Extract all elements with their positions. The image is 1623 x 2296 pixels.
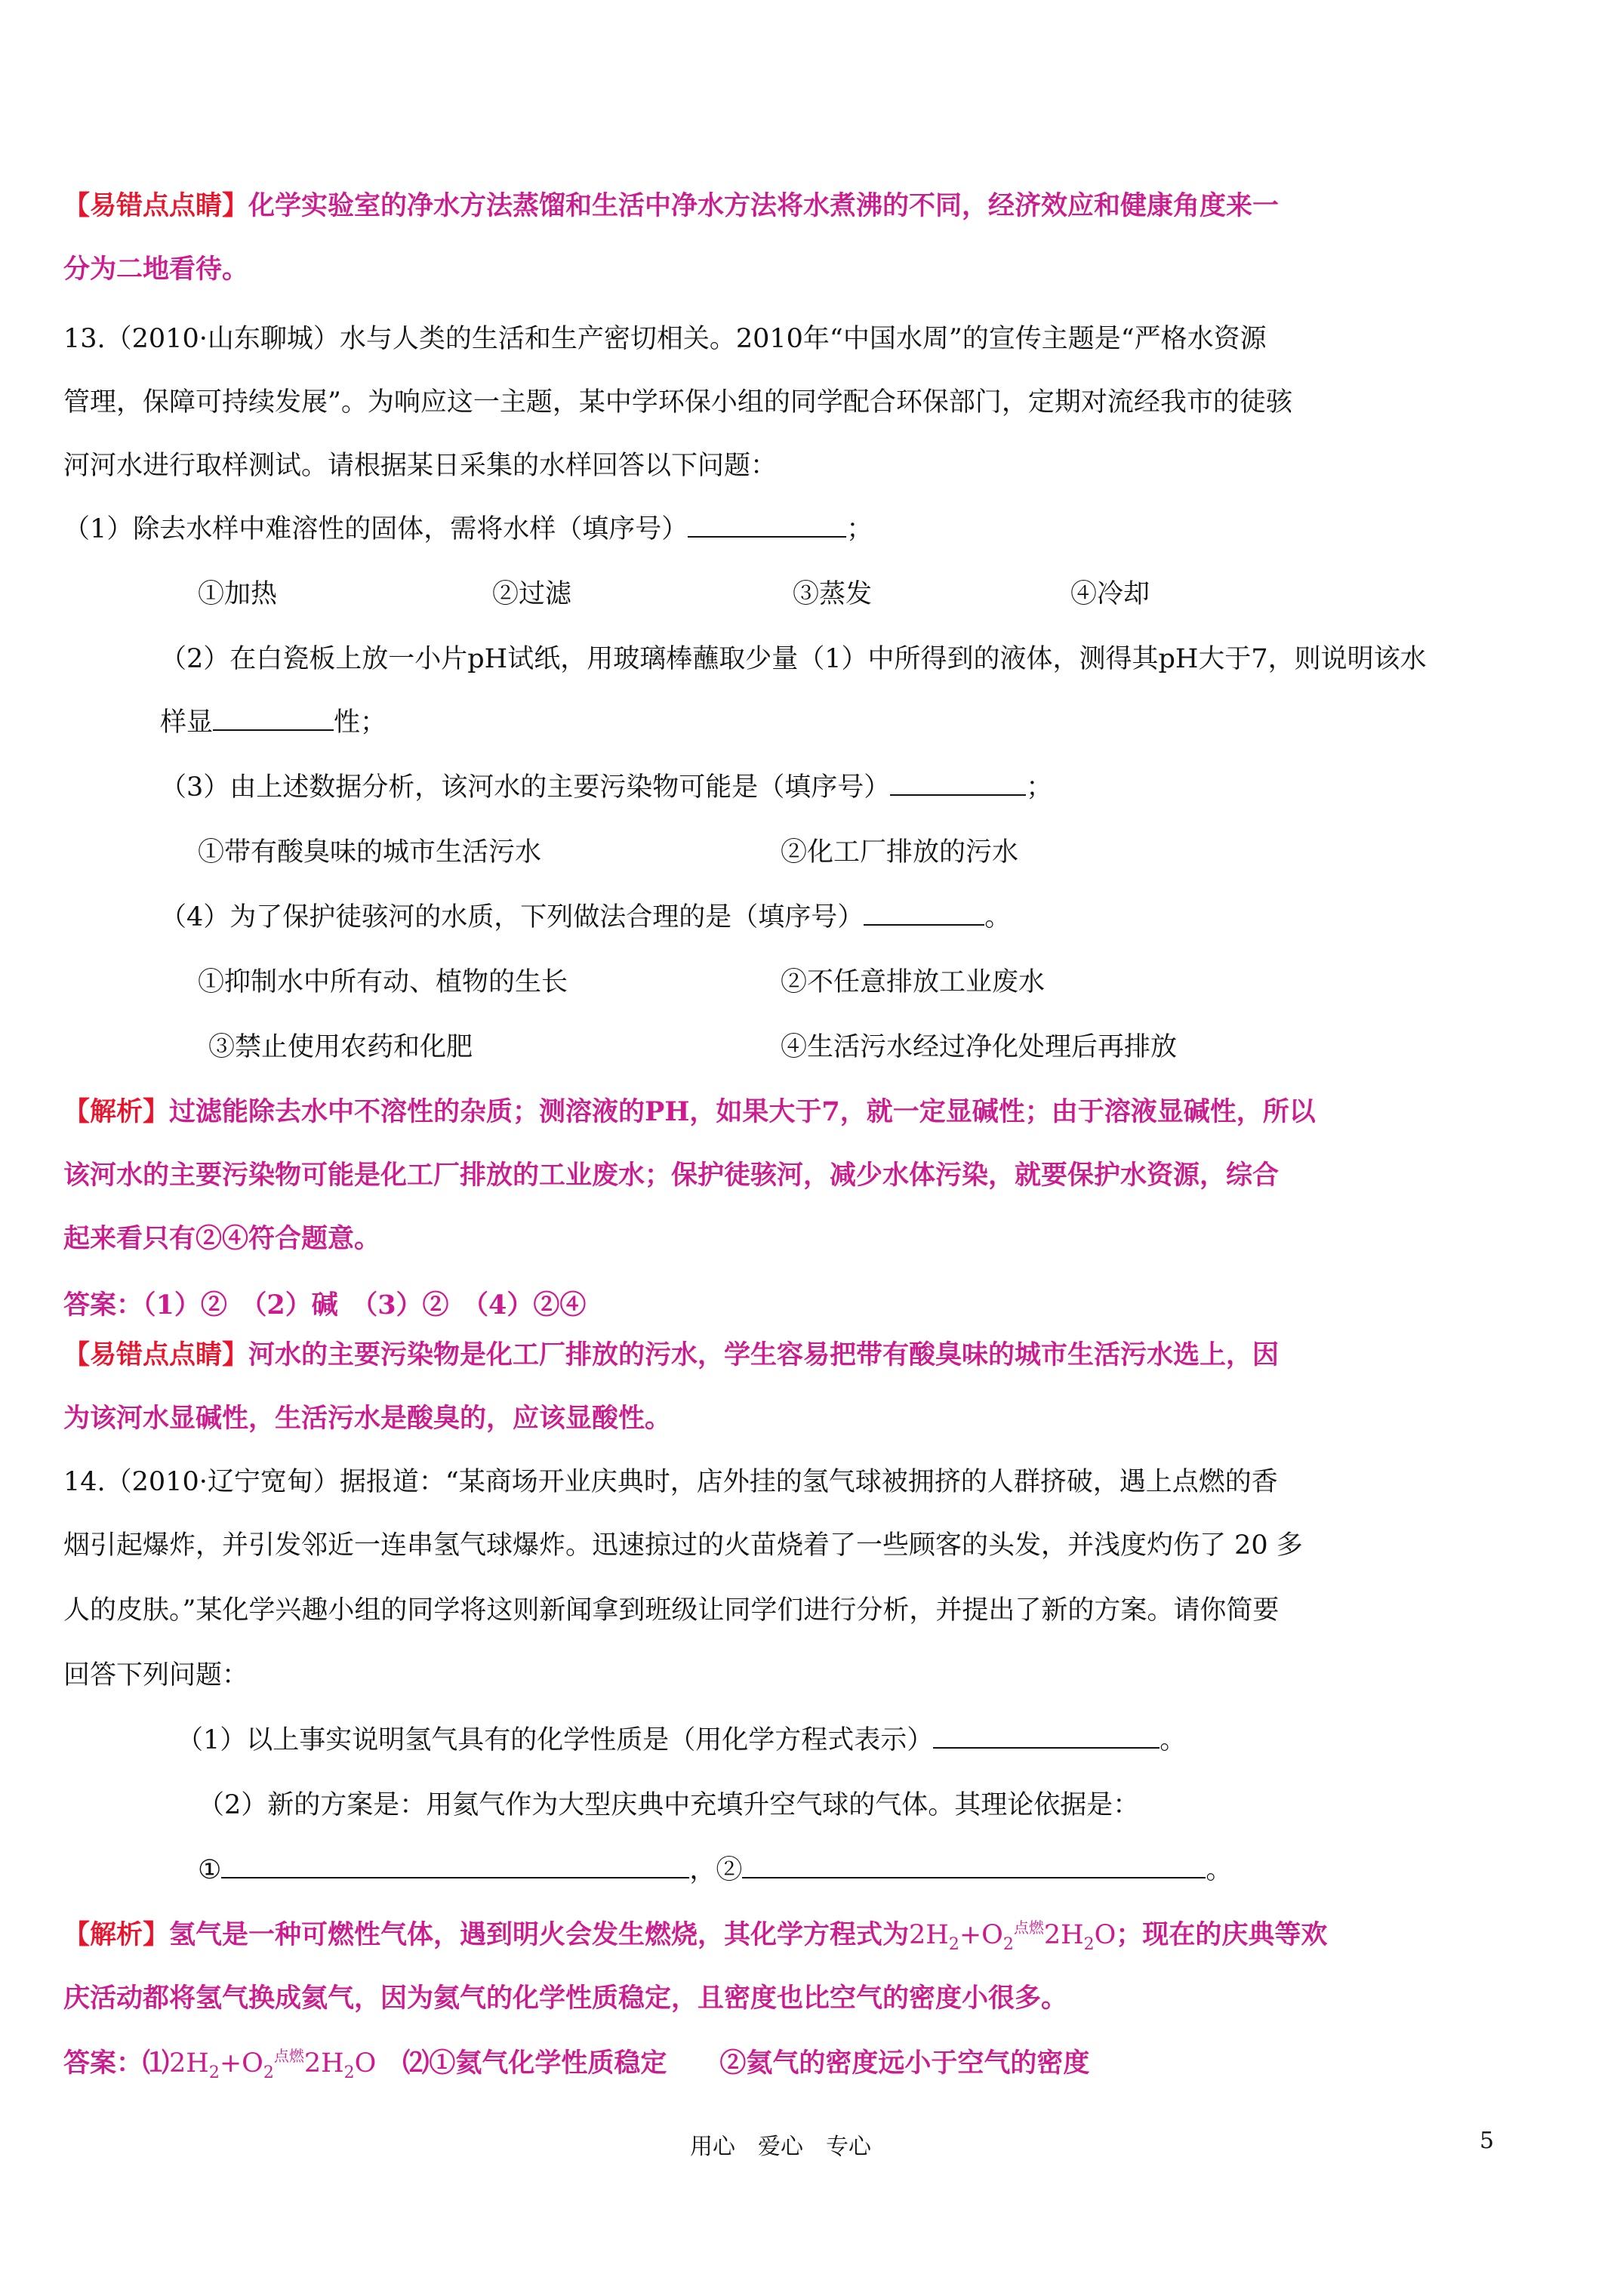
q13-p1-option-1: ①加热 xyxy=(198,579,278,609)
q13-tip xyxy=(63,1339,1279,1371)
tip-line xyxy=(63,190,1279,222)
q14-part2: （2）新的方案是：用氦气作为大型庆典中充填升空气球的气体。其理论依据是： xyxy=(198,1790,1140,1820)
q13-stem-line3: 河河水进行取样测试。请根据某日采集的水样回答以下问题： xyxy=(63,451,778,481)
q13-p1-option-4: ④冷却 xyxy=(1070,579,1150,609)
q14-part2-blank1[interactable] xyxy=(221,1854,689,1878)
q14-analysis-text-end: ；现在的庆典等欢 xyxy=(1116,1919,1328,1950)
q13-part4-end: 。 xyxy=(984,902,1012,932)
q14-stem-line3: 人的皮肤。”某化学兴趣小组的同学将这则新闻拿到班级让同学们进行分析，并提出了新的方案。请你简要 xyxy=(63,1595,1280,1626)
q13-part2-line2 xyxy=(160,707,387,738)
q13-analysis-line3: 起来看只有②④符合题意。 xyxy=(63,1223,381,1254)
q14-part1-text: （1）以上事实说明氢气具有的化学性质是（用化学方程式表示） xyxy=(177,1725,934,1755)
q13-p1-option-2: ②过滤 xyxy=(492,579,572,609)
q13-part2-text: 样显 xyxy=(160,707,214,738)
q13-p4-option-4: ④生活污水经过净化处理后再排放 xyxy=(781,1032,1178,1062)
q13-tip-line2: 为该河水显碱性，生活污水是酸臭的，应该显酸性。 xyxy=(63,1403,672,1434)
tip-text: 化学实验室的净水方法蒸馏和生活中净水方法将水煮沸的不同，经济效应和健康角度来一 xyxy=(248,190,1280,221)
q13-analysis-line2: 该河水的主要污染物可能是化工厂排放的工业废水；保护徒骇河，减少水体污染，就要保护水资源，综合 xyxy=(63,1160,1280,1191)
q13-p1-option-3: ③蒸发 xyxy=(793,579,873,609)
q14-answer-prefix: 答案：⑴ xyxy=(63,2048,170,2079)
tip-tag: 【易错点点睛】 xyxy=(63,190,249,221)
q13-part4-text: （4）为了保护徒骇河的水质，下列做法合理的是（填序号） xyxy=(160,902,864,932)
q14-stem-line4: 回答下列问题： xyxy=(63,1660,249,1690)
q14-answer-rest: ⑵①氦气化学性质稳定 ②氦气的密度远小于空气的密度 xyxy=(376,2048,1090,2079)
q13-answer: 答案：（1）② （2）碱 （3）② （4）②④ xyxy=(63,1290,587,1321)
q14-analysis-text: 氢气是一种可燃性气体，遇到明火会发生燃烧，其化学方程式为 xyxy=(169,1919,910,1950)
q13-part3-blank[interactable] xyxy=(890,772,1026,796)
q13-part2-end: 性； xyxy=(334,707,387,738)
q13-part1-blank[interactable] xyxy=(688,513,846,538)
q14-part1-end: 。 xyxy=(1160,1725,1187,1755)
q14-answer-equation: $2H_2+O_2^{点燃}2H_2O$ xyxy=(169,2047,377,2082)
q13-analysis-tag: 【解析】 xyxy=(63,1096,170,1127)
tip-text-cont: 分为二地看待。 xyxy=(63,254,249,285)
q14-part2-end: 。 xyxy=(1206,1855,1233,1885)
q13-part3 xyxy=(160,772,1052,803)
q13-stem-line1: 13.（2010·山东聊城）水与人类的生活和生产密切相关。2010年“中国水周”的宣传主题是“严格水资源 xyxy=(63,324,1267,354)
q14-analysis-equation: $2H_2+O_2^{点燃}2H_2O$ xyxy=(909,1918,1116,1954)
q13-part1 xyxy=(63,513,873,545)
q13-part4 xyxy=(160,901,1011,933)
footer-motto: 用心 爱心 专心 xyxy=(690,2134,871,2160)
q13-part4-blank[interactable] xyxy=(864,901,984,926)
q14-analysis-line2: 庆活动都将氢气换成氦气，因为氦气的化学性质稳定，且密度也比空气的密度小很多。 xyxy=(63,1983,1068,2014)
q13-p4-option-3: ③禁止使用农药和化肥 xyxy=(208,1032,473,1062)
q14-analysis xyxy=(63,1919,1327,1955)
q13-part2-line1: （2）在白瓷板上放一小片pH试纸，用玻璃棒蘸取少量（1）中所得到的液体，测得其pH大于7，则说明该水 xyxy=(160,644,1427,674)
q14-answer xyxy=(63,2048,1089,2083)
q13-p4-option-1: ①抑制水中所有动、植物的生长 xyxy=(198,967,568,997)
q14-stem-line1: 14.（2010·辽宁宽甸）据报道：“某商场开业庆典时，店外挂的氢气球被拥挤的人群挤破，遇上点燃的香 xyxy=(63,1467,1278,1497)
q13-tip-text: 河水的主要污染物是化工厂排放的污水，学生容易把带有酸臭味的城市生活污水选上，因 xyxy=(248,1339,1280,1370)
q13-analysis-text: 过滤能除去水中不溶性的杂质；测溶液的PH，如果大于7，就一定显碱性；由于溶液显碱性，所以 xyxy=(169,1096,1316,1127)
q13-part1-text: （1）除去水样中难溶性的固体，需将水样（填序号） xyxy=(63,514,688,544)
q14-stem-line2: 烟引起爆炸，并引发邻近一连串氢气球爆炸。迅速掠过的火苗烧着了一些顾客的头发，并浅度灼伤了 20 多 xyxy=(63,1530,1303,1561)
q13-part2-blank[interactable] xyxy=(213,707,334,731)
q14-analysis-tag: 【解析】 xyxy=(63,1919,170,1950)
q14-part2-blanks xyxy=(198,1854,1232,1886)
q14-part1 xyxy=(177,1724,1186,1756)
q13-part3-text: （3）由上述数据分析，该河水的主要污染物可能是（填序号） xyxy=(160,772,891,803)
q14-part1-blank[interactable] xyxy=(933,1724,1160,1749)
q14-part2-circle1: ① xyxy=(198,1855,222,1885)
q13-analysis xyxy=(63,1096,1316,1128)
q13-p3-option-2: ②化工厂排放的污水 xyxy=(781,837,1019,868)
q13-stem-line2: 管理，保障可持续发展”。为响应这一主题，某中学环保小组的同学配合环保部门，定期对流经我市的徒骇 xyxy=(63,387,1292,418)
q13-part3-end: ； xyxy=(1026,772,1053,803)
page-number: 5 xyxy=(1480,2128,1495,2154)
q13-p4-option-2: ②不任意排放工业废水 xyxy=(781,967,1046,997)
q14-part2-blank2[interactable] xyxy=(742,1854,1206,1878)
q13-tip-tag: 【易错点点睛】 xyxy=(63,1339,249,1370)
q14-part2-sep: ，② xyxy=(689,1855,743,1885)
q13-part1-end: ； xyxy=(846,514,873,544)
q13-p3-option-1: ①带有酸臭味的城市生活污水 xyxy=(198,837,542,868)
